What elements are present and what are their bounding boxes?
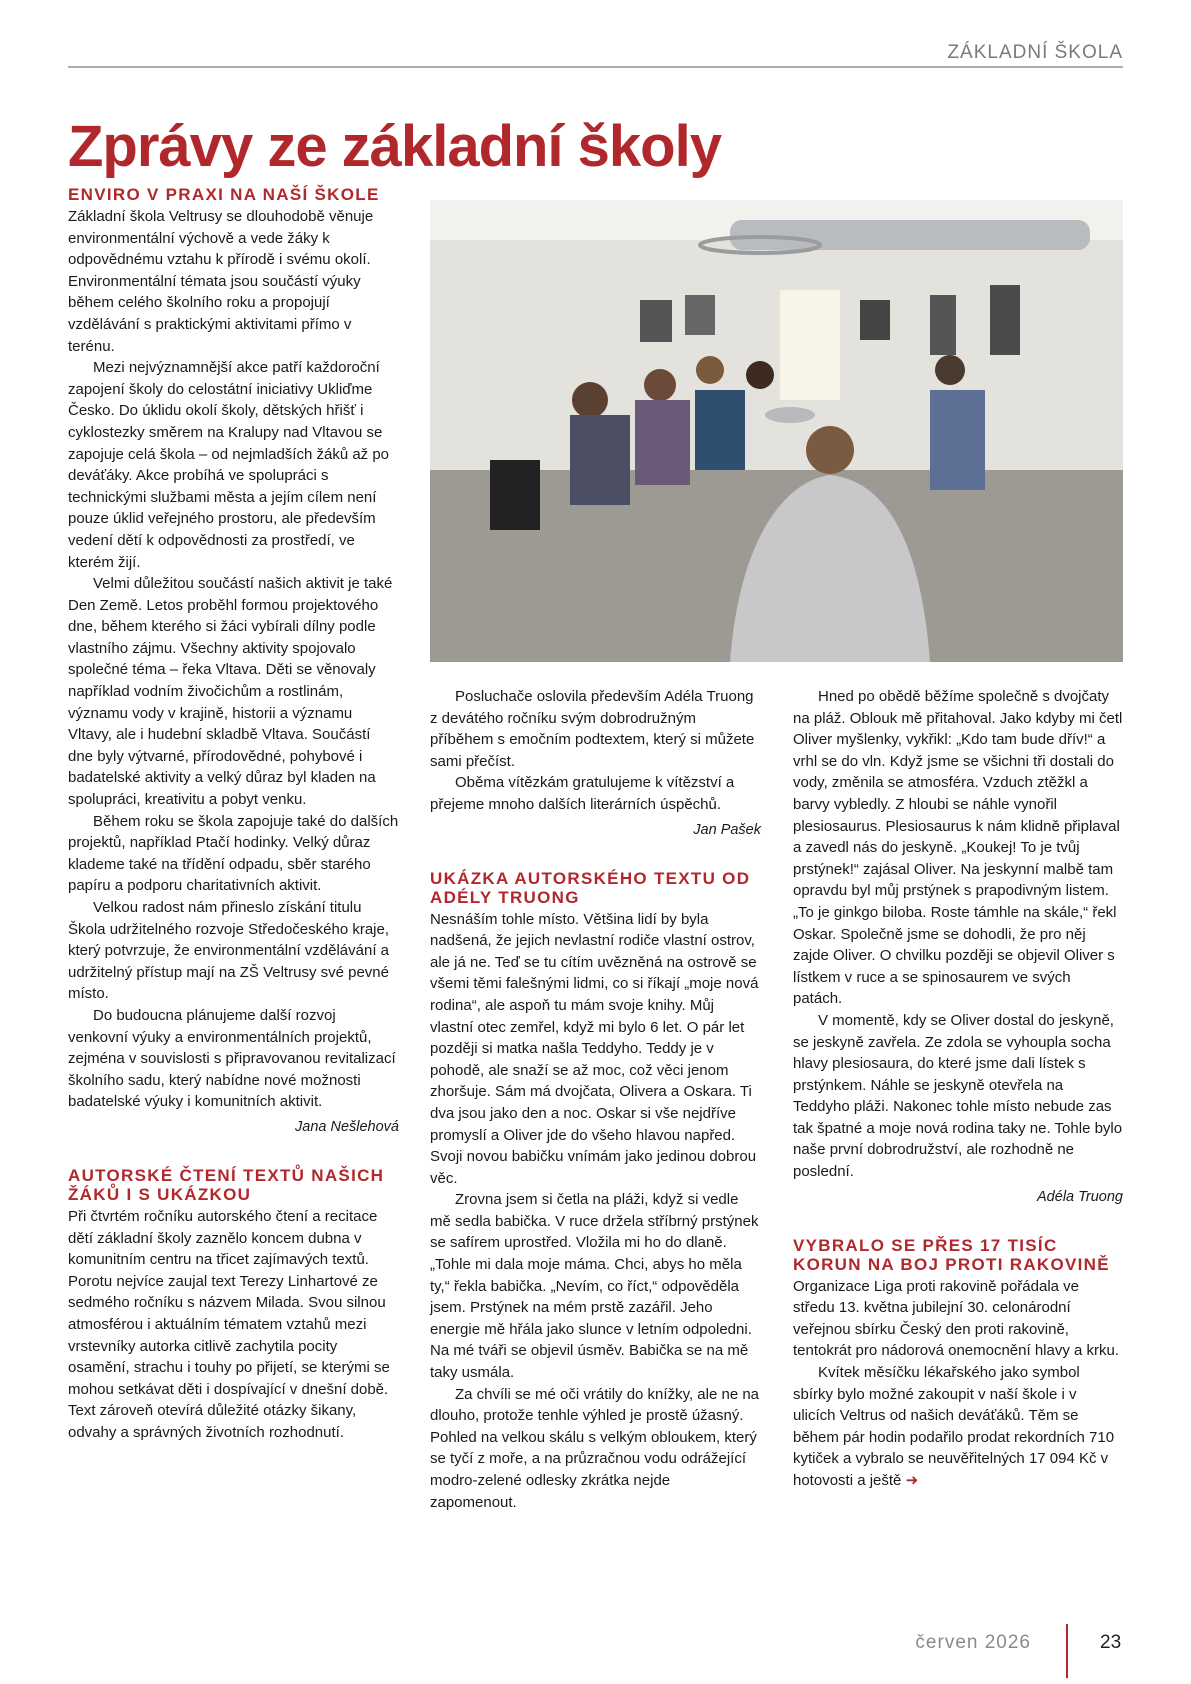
paragraph: Základní škola Veltrusy se dlouhodobě věnuje environmentální výchově a vede žáky k odpovědnému vztahu k přírodě i svému okolí. Environmentální témata jsou součástí výuky během celého školního roku a propojují vzdělávání s praktickými aktivitami přímo v terénu. [68,208,374,355]
column-left [68,185,399,1443]
article-liga [793,1236,1123,1492]
paragraph: Během roku se škola zapojuje také do dalších projektů, například Ptačí hodinky. Velký důraz klademe také na třídění odpadu, sběr starého papíru a podporu charitativních aktivit. [68,812,399,895]
article-heading: AUTORSKÉ ČTENÍ TEXTŮ NAŠICH ŽÁKŮ I S UKÁZKOU [68,1165,385,1204]
paragraph: Velkou radost nám přineslo získání titulu Škola udržitelného rozvoje Středočeského kraje, který potvrzuje, že environmentální vzdělávání a udržitelný přístup mají na ZŠ Veltrusy své pevné místo. [68,899,390,1003]
paragraph: Při čtvrtém ročníku autorského čtení a recitace dětí základní školy zaznělo koncem dubna v komunitním centru na třicet zajímavých textů. Porotu nejvíce zaujal text Terezy Linhartové ze sedmého ročníku s názvem Milada. Svou silnou atmosférou i aktuálním tématem vztahů mezi vrstevníky autorka citlivě zachytila pocity osamění, strachu i touhy po přijetí, se kterými se mohou setkávat děti i dospívající v dnešní době. Text zároveň otevírá důležité otázky šikany, odvahy a správných životních rozhodnutí. [68,1207,390,1441]
paragraph: Nesnáším tohle místo. Většina lidí by byla nadšená, že jejich nevlastní rodiče vlastní ostrov, ale já ne. Teď se tu cítím uvězněná na ostrově se všemi těmi falešnými lidmi, co si říkají „moje nová rodina“, ale aspoň tu mám svoje knihy. Můj vlastní otec zemřel, když mi bylo 6 let. O pár let později si matka našla Teddyho. Teddy je v pohodě, ale snaží se až moc, což věci jenom zhoršuje. Sám má dvojčata, Olivera a Oskara. Ti dva jsou jako den a noc. Oskar si vše nejdříve promyslí a Oliver jde do všeho hlavou napřed. Svoji novou babičku vnímám jako jedinou dobrou věc. [430,910,759,1187]
arrow-right-icon: ➜ [905,1472,919,1489]
paragraph: Zrovna jsem si četla na pláži, když si vedle mě sedla babička. V ruce držela stříbrný prstýnek se safírem uprostřed. Vložila mi ho do dlaně. „Tohle mi dala moje máma. Chci, abys ho měla ty,“ řekla babička. „Nevím, co říct,“ odpověděla jsem. Prstýnek na mém prstě zazářil. Jeho energie mě hřála jako slunce v letním odpoledni. Na mé tváři se objevil úsměv. Babička se na mě taky usmála. [430,1191,759,1382]
article-author: Adéla Truong [1037,1188,1123,1205]
paragraph: Posluchače oslovila především Adéla Truong z devátého ročníku svým dobrodružným příběhem s emočním podtextem, který si můžete sami přečíst. [430,688,755,770]
header-rule [68,66,1123,68]
article-author: Jana Nešlehová [295,1118,399,1135]
article-ukazka [430,869,761,1514]
paragraph: Oběma vítězkám gratulujeme k vítězství a přejeme mnoho dalších literárních úspěchů. [430,774,735,813]
paragraph: Velmi důležitou součástí našich aktivit je také Den Země. Letos proběhl formou projektového dne, během kterého si žáci vybírali dílny podle vlastního zájmu. Všechny aktivity spojovalo společné téma – řeka Vltava. Děti se věnovaly například vodním živočichům a rostlinám, významu vody v krajině, historii a významu Vltavy, ale i hudební skladbě Vltava. Součástí dne byly výtvarné, přírodovědné, pohybové i badatelské aktivity a velký důraz byl kladen na spolupráci, kreativitu a pobyt venku. [68,575,393,809]
article-heading: UKÁZKA AUTORSKÉHO TEXTU OD ADÉLY TRUONG [430,868,751,907]
paragraph: Za chvíli se mé oči vrátily do knížky, ale ne na dlouho, protože tenhle výhled je prostě úžasný. Pohled na velkou skálu s velkým obloukem, který se tyčí z moře, a na průzračnou vodu odrážející modro-zelené odlesky zkrátka nejde zapomenout. [430,1385,760,1511]
article-ukazka-cont [793,686,1123,1208]
article-cteni [68,1166,399,1444]
paragraph: Do budoucna plánujeme další rozvoj venkovní výuky a environmentálních projektů, zejména v souvislosti s připravovanou revitalizací školního sadu, který nabídne nové možnosti badatelské výuky i komunitních aktivit. [68,1006,396,1111]
article-enviro [68,185,399,1138]
paragraph-text: Kvítek měsíčku lékařského jako symbol sbírky bylo možné zakoupit v naší škole i v ulicích Veltrus od našich deváťáků. Těm se během pár hodin podařilo prodat rekordních 710 kytiček a vybralo se neuvěřitelných 17 094 Kč v hotovosti a ještě [793,1364,1115,1489]
footer-divider [1066,1624,1068,1678]
paragraph: V momentě, kdy se Oliver dostal do jeskyně, se jeskyně zavřela. Ze zdola se vyhoupla socha hlavy plesiosaura, do které jsme dali lístek s prstýnkem. Náhle se jeskyně otevřela na Teddyho pláži. Nakonec tohle místo nebude zas tak špatné a moje nová rodina taky ne. Tohle bylo naše první dobrodružství, ale rozhodně ne poslední. [793,1011,1123,1181]
article-heading: ENVIRO V PRAXI NA NAŠÍ ŠKOLE [68,185,380,204]
article-author: Jan Pašek [693,821,761,838]
article-cteni-cont [430,686,761,841]
paragraph [793,1362,1123,1492]
issue-date: červen 2026 [915,1632,1031,1653]
page-number: 23 [1100,1632,1122,1653]
section-label: ZÁKLADNÍ ŠKOLA [947,42,1123,63]
column-right [793,686,1123,1492]
article-photo [430,200,1123,662]
paragraph: Mezi nejvýznamnější akce patří každoroční zapojení školy do celostátní iniciativy Ukliďme Česko. Do úklidu okolí školy, dětských hřišť i cyklostezky směrem na Kralupy nad Vltavou se zapojuje celá škola – od nejmladších žáků až po deváťáky. Akce probíhá ve spolupráci s technickými službami města a jejím cílem není pouze úklid veřejného prostoru, ale především vedení dětí k odpovědnosti za prostředí, ve kterém žijí. [68,359,390,571]
page-title: Zprávy ze základní školy [68,114,721,179]
column-middle [430,686,761,1513]
paragraph: Organizace Liga proti rakovině pořádala ve středu 13. května jubilejní 30. celonárodní veřejnou sbírku Český den proti rakovině, tentokrát pro nádorová onemocnění hlavy a krku. [793,1277,1120,1360]
classroom-photo [430,200,1123,662]
paragraph: Hned po obědě běžíme společně s dvojčaty na pláž. Oblouk mě přitahoval. Jako kdyby mi četl Oliver myšlenky, vykřikl: „Kdo tam bude dřív!“ a vrhl se do vln. Když jsme se všichni tři dostali do vody, změnila se atmosféra. Vzduch ztěžkl a barvy vybledly. Z hloubi se náhle vynořil plesiosaurus. Plesiosaurus k nám klidně připlaval a zavedl nás do jeskyně. „Koukej! To je tvůj prstýnek!“ zajásal Oliver. Na jeskynní malbě tam opravdu byl můj prstýnek s prapodivným listem. „To je ginkgo biloba. Roste támhle na skále,“ řekl Oskar. Společně jsme se dohodli, že pro něj zajde Oliver. O chvilku později se objevil Oliver s lístkem v ruce a se spinosaurem ve svých patách. [793,688,1123,1008]
article-heading: VYBRALO SE PŘES 17 TISÍC KORUN NA BOJ PROTI RAKOVINĚ [793,1235,1110,1274]
